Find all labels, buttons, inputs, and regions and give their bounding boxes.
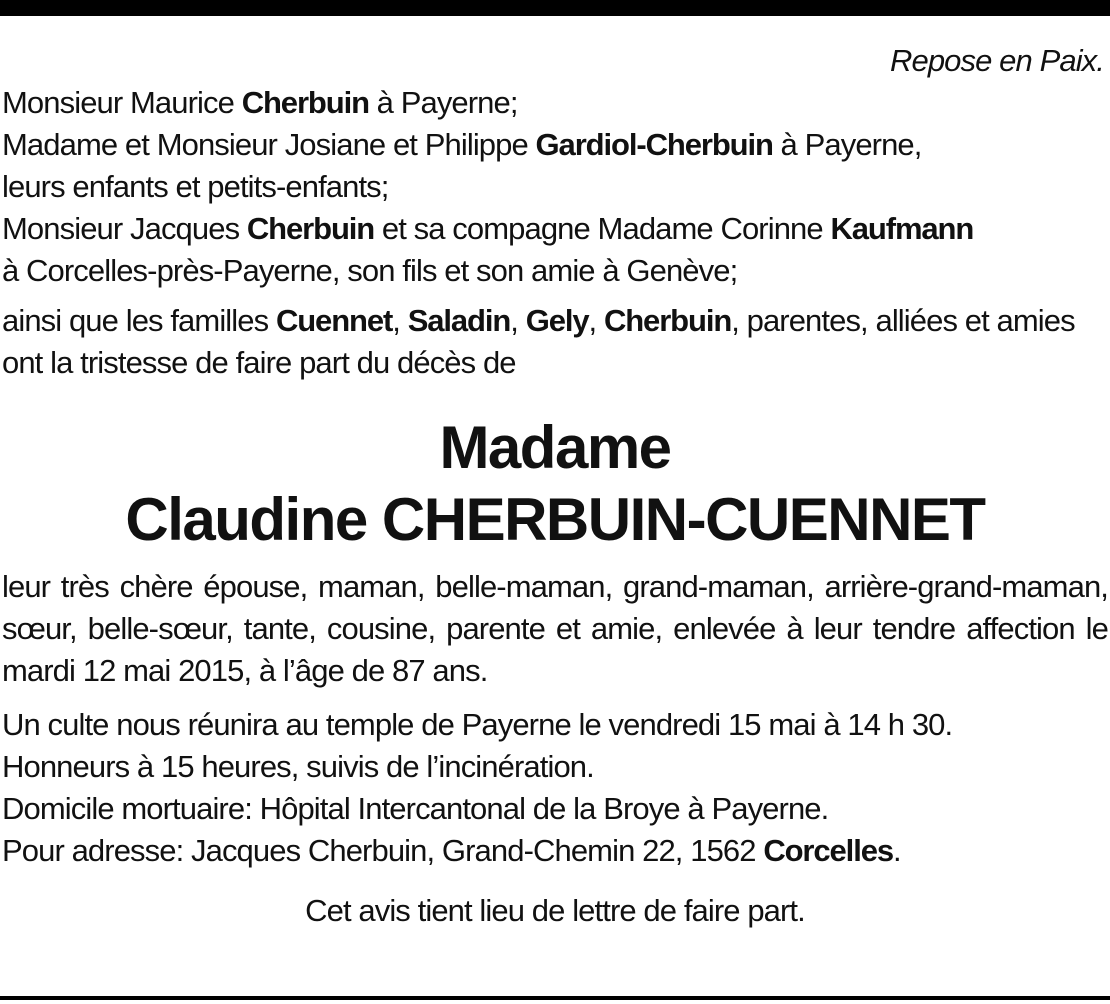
service-line-2: Honneurs à 15 heures, suivis de l’incinération. <box>2 749 594 784</box>
description: leur très chère épouse, maman, belle-maman, grand-maman, arrière-grand-maman, sœur, belle-sœur, tante, cousine, parente et amie, enlevée à leur tendre affection le mardi 12 mai 2015, à l’âge de 87 ans. <box>2 569 1108 688</box>
family-line-5: à Corcelles-près-Payerne, son fils et son amie à Genève; <box>2 253 738 288</box>
bottom-rule <box>0 996 1110 1000</box>
service-line-1: Un culte nous réunira au temple de Payerne le vendredi 15 mai à 14 h 30. <box>2 707 953 742</box>
deceased-title: Madame <box>439 414 671 481</box>
families-list: ainsi que les familles Cuennet, Saladin, Gely, Cherbuin, parentes, alliées et amies <box>2 303 1075 338</box>
family-line-4: Monsieur Jacques Cherbuin et sa compagne Madame Corinne Kaufmann <box>2 211 974 246</box>
family-line-2: Madame et Monsieur Josiane et Philippe Gardiol-Cherbuin à Payerne, <box>2 127 922 162</box>
service-line-3: Domicile mortuaire: Hôpital Intercantonal de la Broye à Payerne. <box>2 791 829 826</box>
deceased-name-block <box>2 412 1108 556</box>
deceased-name: Claudine CHERBUIN-CUENNET <box>125 486 985 553</box>
service-line-4: Pour adresse: Jacques Cherbuin, Grand-Chemin 22, 1562 Corcelles. <box>2 833 901 868</box>
top-rule <box>0 0 1110 16</box>
motto: Repose en Paix. <box>890 43 1104 78</box>
announcement: ont la tristesse de faire part du décès de <box>2 345 516 380</box>
family-line-3: leurs enfants et petits-enfants; <box>2 169 389 204</box>
closing-note: Cet avis tient lieu de lettre de faire part. <box>305 893 805 928</box>
notice-body <box>2 40 1108 932</box>
family-line-1: Monsieur Maurice Cherbuin à Payerne; <box>2 85 518 120</box>
